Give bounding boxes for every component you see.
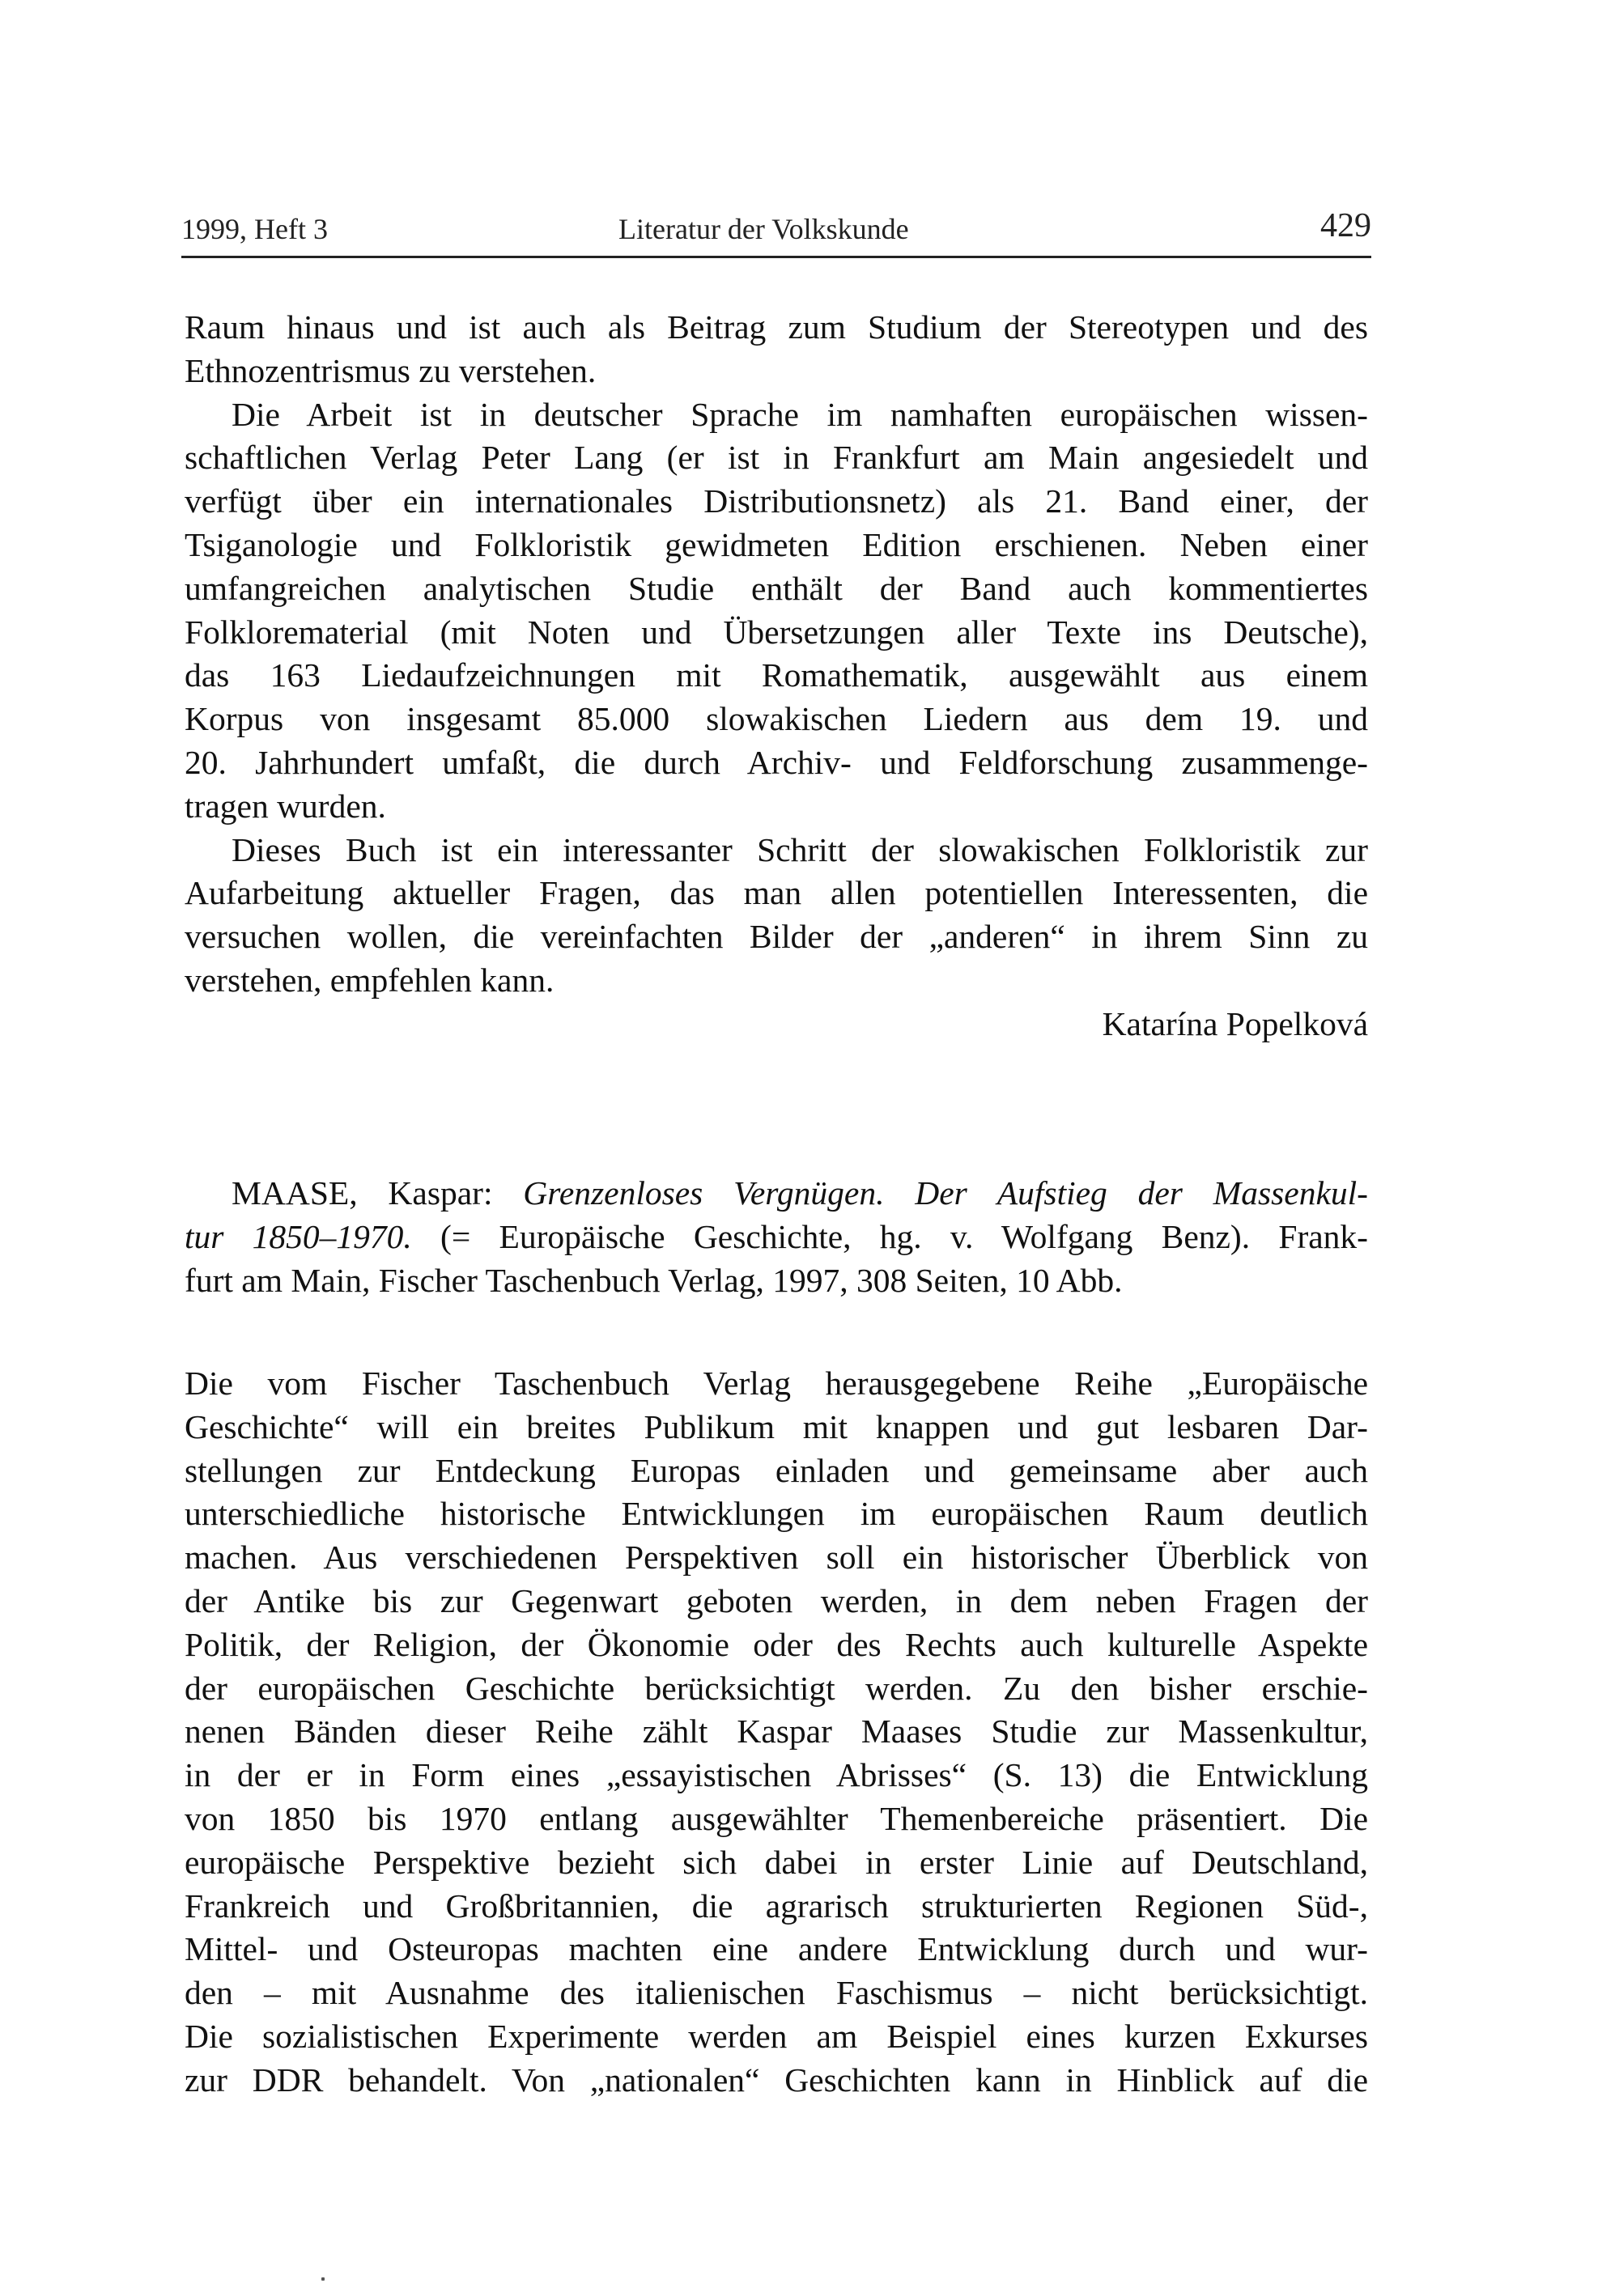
text-line: verfügt über ein internationales Distributionsnetz) als 21. Band einer, der — [185, 482, 1368, 520]
text-line: umfangreichen analytischen Studie enthält der Band auch kommentiertes — [185, 569, 1368, 607]
text-line: Die vom Fischer Taschenbuch Verlag herausgegebene Reihe „Europäische — [185, 1364, 1368, 1402]
text-line: unterschiedliche historische Entwicklungen im europäischen Raum deutlich — [185, 1495, 1368, 1533]
text-line: in der er in Form eines „essayistischen Abrisses“ (S. 13) die Entwicklung — [185, 1756, 1368, 1794]
book-author: MAASE, Kaspar: — [232, 1174, 524, 1212]
running-header — [181, 209, 1371, 249]
text-line: verstehen, empfehlen kann. — [185, 961, 555, 999]
text-line: Die sozialistischen Experimente werden am Beispiel eines kurzen Exkurses — [185, 2017, 1368, 2055]
review-2-paragraph-1 — [185, 1362, 1368, 2103]
book-title-continued: tur 1850–1970. — [185, 1218, 412, 1255]
text-line: den – mit Ausnahme des italienischen Faschismus – nicht berücksichtigt. — [185, 1974, 1368, 2012]
bibliography-line-1 — [185, 1171, 1368, 1215]
scan-speck — [321, 2277, 325, 2281]
text-line: von 1850 bis 1970 entlang ausgewählter Themenbereiche präsentiert. Die — [185, 1799, 1368, 1837]
text-line: versuchen wollen, die vereinfachten Bilder der „anderen“ in ihrem Sinn zu — [185, 918, 1368, 956]
bibliography-line-2 — [185, 1215, 1368, 1258]
text-line: Folklorematerial (mit Noten und Übersetzungen aller Texte ins Deutsche), — [185, 613, 1368, 651]
review-1-paragraph-3 — [185, 829, 1368, 1003]
review-2-bibliography — [185, 1171, 1368, 1302]
series-info: (= Europäische Geschichte, hg. v. Wolfgang Benz). Frank- — [411, 1218, 1369, 1255]
text-line: europäische Perspektive bezieht sich dabei in erster Linie auf Deutschland, — [185, 1843, 1368, 1881]
review-1 — [185, 306, 1368, 1046]
issue-label: 1999, Heft 3 — [181, 213, 328, 245]
text-line: Die Arbeit ist in deutscher Sprache im namhaften europäischen wissen- — [232, 395, 1368, 433]
review-2-body — [185, 1362, 1368, 2103]
text-line: Geschichte“ will ein breites Publikum mit knappen und gut lesbaren Dar- — [185, 1407, 1368, 1445]
text-line: Raum hinaus und ist auch als Beitrag zum Studium der Stereotypen und des — [185, 308, 1368, 346]
book-title: Grenzenloses Vergnügen. Der Aufstieg der Massenkul- — [523, 1174, 1368, 1212]
text-line: Dieses Buch ist ein interessanter Schritt der slowakischen Folkloristik zur — [232, 830, 1368, 868]
page-number: 429 — [1320, 207, 1371, 244]
review-1-paragraph-1 — [185, 306, 1368, 393]
review-1-paragraph-2 — [185, 393, 1368, 829]
text-line: Mittel- und Osteuropas machten eine andere Entwicklung durch und wur- — [185, 1930, 1368, 1968]
text-line: 20. Jahrhundert umfaßt, die durch Archiv- und Feldforschung zusammenge- — [185, 743, 1368, 781]
publication-info: furt am Main, Fischer Taschenbuch Verlag, 1997, 308 Seiten, 10 Abb. — [185, 1262, 1123, 1299]
text-line: Frankreich und Großbritannien, die agrarisch strukturierten Regionen Süd-, — [185, 1886, 1368, 1925]
text-line: Tsiganologie und Folkloristik gewidmeten Edition erschienen. Neben einer — [185, 525, 1368, 563]
text-line: Ethnozentrismus zu verstehen. — [185, 351, 597, 389]
text-line: Aufarbeitung aktueller Fragen, das man allen potentiellen Interessenten, die — [185, 874, 1368, 912]
text-line: der Antike bis zur Gegenwart geboten werden, in dem neben Fragen der — [185, 1581, 1368, 1619]
reviewer-signature: Katarína Popelková — [1102, 1004, 1368, 1042]
text-line: machen. Aus verschiedenen Perspektiven soll ein historischer Überblick von — [185, 1538, 1368, 1577]
section-title: Literatur der Volkskunde — [618, 213, 909, 245]
text-line: schaftlichen Verlag Peter Lang (er ist in Frankfurt am Main angesiedelt und — [185, 439, 1368, 477]
text-line: der europäischen Geschichte berücksichtigt werden. Zu den bisher erschie- — [185, 1669, 1368, 1707]
text-line: Korpus von insgesamt 85.000 slowakischen Liedern aus dem 19. und — [185, 700, 1368, 738]
text-line: stellungen zur Entdeckung Europas einladen und gemeinsame aber auch — [185, 1451, 1368, 1489]
text-line: nenen Bänden dieser Reihe zählt Kaspar Maases Studie zur Massenkultur, — [185, 1712, 1368, 1751]
header-rule — [181, 256, 1371, 258]
text-line: tragen wurden. — [185, 787, 386, 825]
text-line: Politik, der Religion, der Ökonomie oder des Rechts auch kulturelle Aspekte — [185, 1625, 1368, 1663]
text-line: zur DDR behandelt. Von „nationalen“ Geschichten kann in Hinblick auf die — [185, 2060, 1368, 2099]
text-line: das 163 Liedaufzeichnungen mit Romathematik, ausgewählt aus einem — [185, 656, 1368, 694]
